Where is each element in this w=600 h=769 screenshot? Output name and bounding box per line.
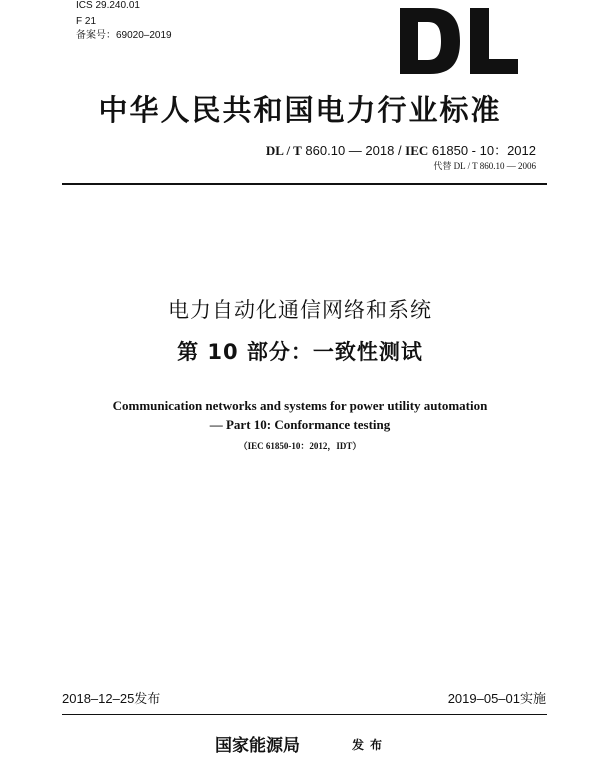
implementation-date: 2019–05–01实施 xyxy=(447,691,546,706)
replaces-note: 代替 DL / T 860.10 — 2006 xyxy=(433,161,536,171)
standard-prefix: DL / T xyxy=(265,143,302,158)
ics-code: ICS 29.240.01 xyxy=(76,0,140,11)
standard-year: 860.10 — 2018 / xyxy=(301,143,406,158)
registration-number: 备案号：69020–2019 xyxy=(76,30,172,41)
chinese-title-line-2: 第 10 部分：一致性测试 xyxy=(177,340,423,364)
publish-label: 发布 xyxy=(352,738,389,752)
standard-category-title: 中华人民共和国电力行业标准 xyxy=(98,93,502,127)
bottom-divider xyxy=(62,714,547,715)
issuing-authority: 国家能源局 xyxy=(215,736,300,756)
iec-number: 61850 - 10：2012 xyxy=(428,143,536,158)
english-title-line-2: — Part 10: Conformance testing xyxy=(209,417,391,432)
top-divider xyxy=(62,183,547,185)
english-title-line-1: Communication networks and systems for power utility automation xyxy=(112,398,488,413)
standard-number xyxy=(266,140,536,159)
chinese-title-line-1: 电力自动化通信网络和系统 xyxy=(168,298,432,322)
iec-prefix: IEC xyxy=(405,143,429,158)
english-title-identity-note: （IEC 61850-10：2012，IDT） xyxy=(238,441,362,451)
dl-logo-icon xyxy=(400,8,518,74)
ccs-code: F 21 xyxy=(76,16,97,27)
issue-date: 2018–12–25发布 xyxy=(62,691,161,706)
